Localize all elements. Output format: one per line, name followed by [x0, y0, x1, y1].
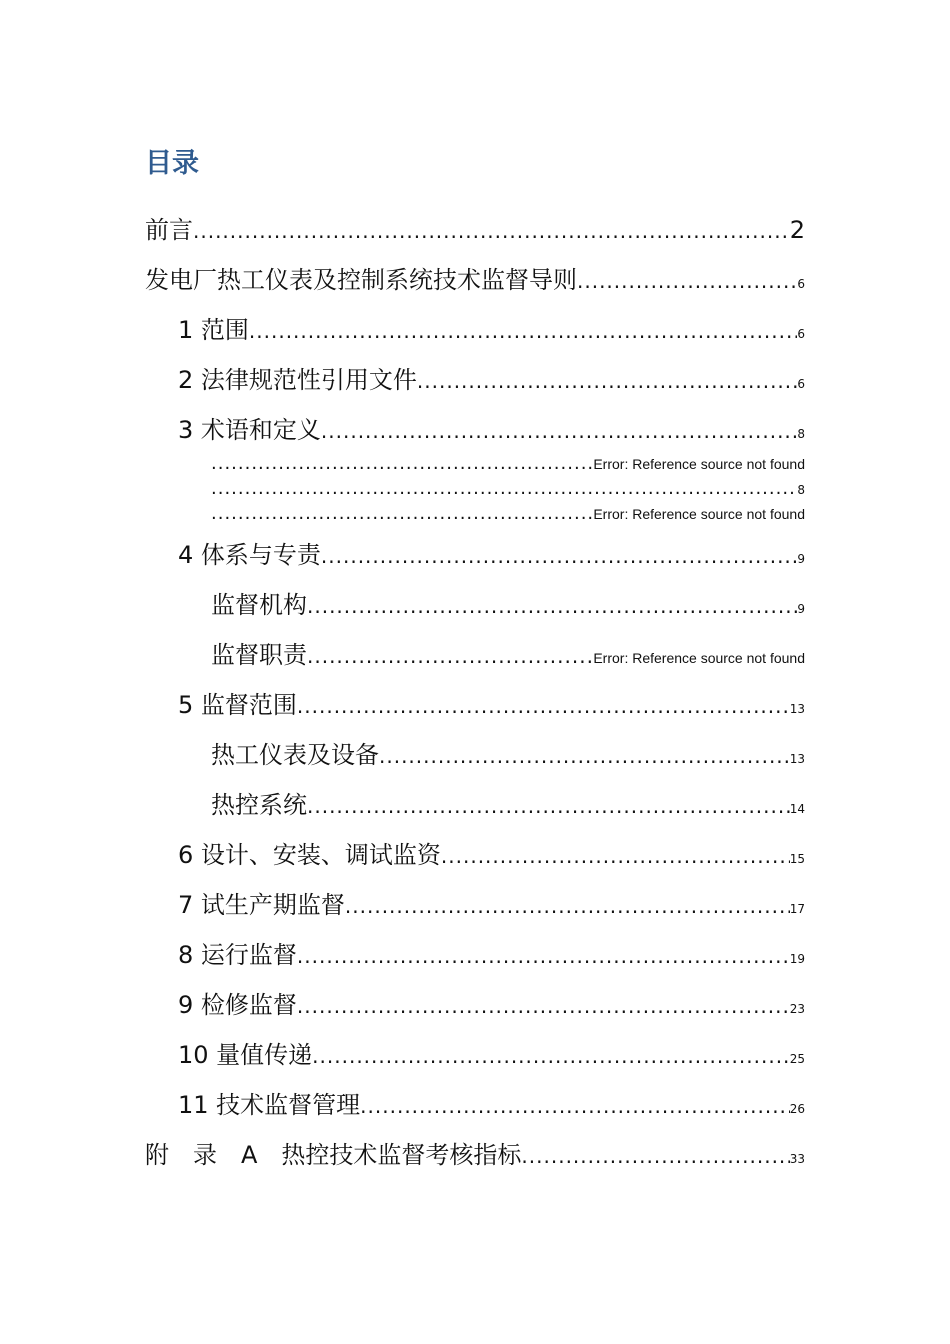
toc-entry-text: 附 录 A 热控技术监督考核指标	[145, 1141, 522, 1169]
toc-entry-page: 14	[789, 802, 805, 816]
dot-leader	[312, 1038, 790, 1073]
toc-entry-page: 6	[797, 277, 805, 291]
dot-leader	[521, 1138, 789, 1173]
toc-entry-page: 25	[789, 1052, 805, 1066]
dot-leader	[379, 738, 790, 773]
toc-entry-instruments[interactable]	[211, 737, 805, 773]
dot-leader	[249, 313, 797, 348]
toc-entry-appendix-a[interactable]	[145, 1137, 805, 1173]
toc-entry-value-transfer[interactable]	[178, 1037, 805, 1073]
toc-entry-scope[interactable]	[178, 312, 805, 348]
toc-entry-page: 6	[797, 377, 805, 391]
toc-entry-text: 发电厂热工仪表及控制系统技术监督导则	[145, 266, 577, 294]
dot-leader	[211, 502, 593, 526]
toc-entry-page: 15	[789, 852, 805, 866]
dot-leader	[297, 688, 790, 723]
toc-entry-page: 6	[797, 327, 805, 341]
dot-leader	[577, 263, 797, 298]
dot-leader	[307, 588, 797, 623]
toc-entry-text: 11 技术监督管理	[178, 1091, 361, 1119]
toc-entry-management[interactable]	[178, 1087, 805, 1123]
dot-leader	[211, 452, 593, 476]
toc-entry-text: 监督机构	[211, 591, 307, 619]
toc-entry-page: 23	[789, 1002, 805, 1016]
toc-entry-page: 19	[789, 952, 805, 966]
dot-leader	[321, 413, 797, 448]
toc-entry-page: 26	[789, 1102, 805, 1116]
toc-entry-page: 13	[789, 702, 805, 716]
toc-entry-terms[interactable]	[178, 412, 805, 448]
toc-entry-page: 9	[797, 602, 805, 616]
toc-entry-page: 13	[789, 752, 805, 766]
dot-leader	[297, 938, 790, 973]
toc-entry-text: 7 试生产期监督	[178, 891, 345, 919]
toc-entry-text: 4 体系与专责	[178, 541, 321, 569]
toc-entry-page: 8	[797, 427, 805, 441]
toc-entry-preface[interactable]	[145, 212, 805, 248]
dot-leader	[193, 213, 790, 248]
toc-entry-text: 1 范围	[178, 316, 249, 344]
dot-leader	[360, 1088, 790, 1123]
toc-entry-supervision-scope[interactable]	[178, 687, 805, 723]
toc-entry-page: 33	[789, 1152, 805, 1166]
toc-entry-references[interactable]	[178, 362, 805, 398]
toc-entry-duties[interactable]	[211, 637, 805, 673]
toc-entry-blank[interactable]	[211, 502, 805, 526]
toc-entry-text: 8 运行监督	[178, 941, 297, 969]
dot-leader	[417, 363, 797, 398]
toc-entry-text: 前言	[145, 216, 193, 244]
toc-entry-page: 8	[797, 483, 805, 497]
dot-leader	[321, 538, 797, 573]
dot-leader	[307, 788, 790, 823]
dot-leader	[211, 477, 797, 501]
toc-entry-operation[interactable]	[178, 937, 805, 973]
toc-entry-maintenance[interactable]	[178, 987, 805, 1023]
toc-entry-text: 6 设计、安装、调试监资	[178, 841, 441, 869]
dot-leader	[345, 888, 790, 923]
toc-entry-page: Error: Reference source not found	[593, 456, 805, 472]
toc-entry-text: 监督职责	[211, 641, 307, 669]
toc-entry-page: 2	[789, 216, 805, 244]
toc-entry-page: Error: Reference source not found	[593, 650, 805, 666]
toc-title: 目录	[145, 148, 199, 179]
toc-entry-text: 热控系统	[211, 791, 307, 819]
toc-entry-text: 9 检修监督	[178, 991, 297, 1019]
toc-entry-page: 9	[797, 552, 805, 566]
toc-entry-page: Error: Reference source not found	[593, 506, 805, 522]
dot-leader	[307, 638, 593, 673]
toc-entry-blank[interactable]	[211, 477, 805, 501]
toc-entry-control-system[interactable]	[211, 787, 805, 823]
toc-entry-blank[interactable]	[211, 452, 805, 476]
toc-entry-text: 10 量值传递	[178, 1041, 313, 1069]
dot-leader	[441, 838, 790, 873]
toc-entry-design[interactable]	[178, 837, 805, 873]
dot-leader	[297, 988, 790, 1023]
toc-entry-text: 3 术语和定义	[178, 416, 321, 444]
toc-entry-trial-production[interactable]	[178, 887, 805, 923]
toc-entry-organization[interactable]	[211, 587, 805, 623]
toc-entry-page: 17	[789, 902, 805, 916]
toc-entry-text: 2 法律规范性引用文件	[178, 366, 417, 394]
toc-entry-system[interactable]	[178, 537, 805, 573]
toc-entry-guideline[interactable]	[145, 262, 805, 298]
toc-entry-text: 5 监督范围	[178, 691, 297, 719]
toc-entry-text: 热工仪表及设备	[211, 741, 379, 769]
